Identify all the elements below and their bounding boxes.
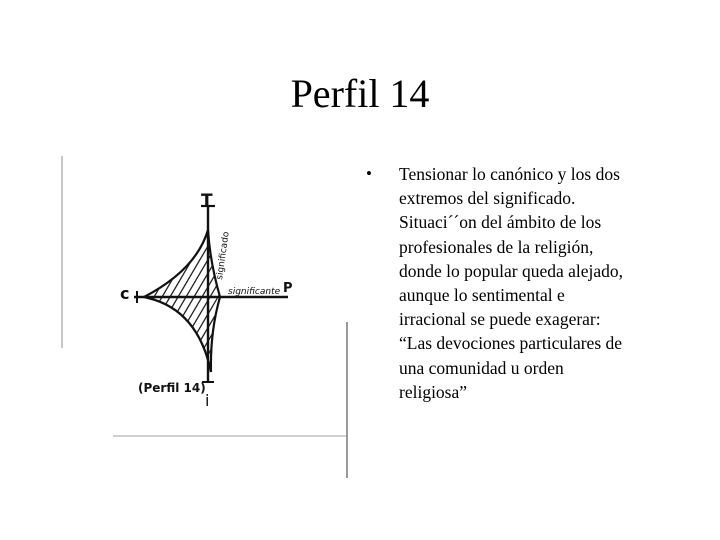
label-top: T [201, 191, 213, 211]
profile-diagram-scan [58, 152, 352, 482]
label-left: c [120, 284, 130, 303]
label-right: P [283, 281, 293, 296]
axis-label-significado: significado [215, 231, 232, 281]
bullet-marker: • [366, 164, 372, 183]
figure-caption: (Perfil 14) [138, 381, 206, 395]
bullet-text: Tensionar lo canónico y los dos extremos del significado. Situaci´´on del ámbito de los profesionales de la religión, donde lo popular queda alejado, aunque lo sentimental e irracional se puede exagerar: “Las devociones particulares de una comunidad u orden religiosa” [399, 164, 624, 402]
slide-title: Perfil 14 [290, 71, 430, 116]
axis-label-significante: significante [228, 287, 281, 297]
label-bottom: i [205, 391, 210, 410]
profile-diagram [58, 152, 352, 482]
